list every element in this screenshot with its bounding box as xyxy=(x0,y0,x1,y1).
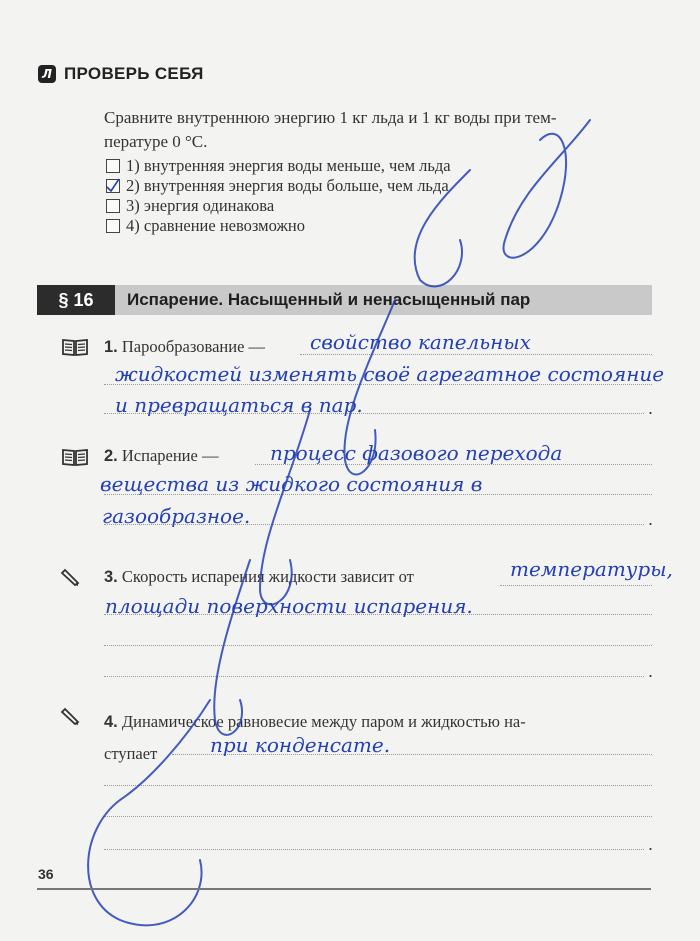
handwritten-answer: и превращаться в пар. xyxy=(115,393,363,417)
page-number: 36 xyxy=(38,866,54,882)
period: . xyxy=(648,834,654,854)
handwritten-answer: при конденсате. xyxy=(210,733,391,757)
period: . xyxy=(648,398,654,418)
period: . xyxy=(648,661,654,681)
item-2: 2. Испарение — xyxy=(104,446,219,465)
handwritten-answer: газообразное. xyxy=(102,504,251,528)
section-number: § 16 xyxy=(37,285,115,315)
option-2[interactable]: 2) внутренняя энергия воды больше, чем льда xyxy=(106,176,451,196)
handwritten-answer: процесс фазового перехода xyxy=(270,441,563,465)
handwritten-answer: температуры, xyxy=(510,557,673,581)
footer-divider xyxy=(37,888,651,890)
section-title: Испарение. Насыщенный и ненасыщенный пар xyxy=(127,290,531,309)
question-text: Сравните внутреннюю энергию 1 кг льда и 1 кг воды при тем- пературе 0 °С. xyxy=(104,108,557,151)
handwritten-answer: площади поверхности испарения. xyxy=(105,594,473,618)
item-3: 3. Скорость испарения жидкости зависит от xyxy=(104,567,414,586)
option-4[interactable]: 4) сравнение невозможно xyxy=(106,216,451,236)
handwritten-answer: вещества из жидкого состояния в xyxy=(100,472,483,496)
option-1[interactable]: 1) внутренняя энергия воды меньше, чем льда xyxy=(106,156,451,176)
handwritten-answer: жидкостей изменять своё агрегатное состояние xyxy=(115,362,665,386)
item-1: 1. Парообразование — xyxy=(104,337,266,356)
option-3[interactable]: 3) энергия одинакова xyxy=(106,196,451,216)
check-yourself-title: ПРОВЕРЬ СЕБЯ xyxy=(64,64,204,83)
handwritten-answer: свойство капельных xyxy=(310,330,531,354)
check-yourself-icon: Л xyxy=(38,65,56,83)
item-4: 4. Динамическое равновесие между паром и жидкостью на- ступает xyxy=(104,712,526,763)
period: . xyxy=(648,509,654,529)
